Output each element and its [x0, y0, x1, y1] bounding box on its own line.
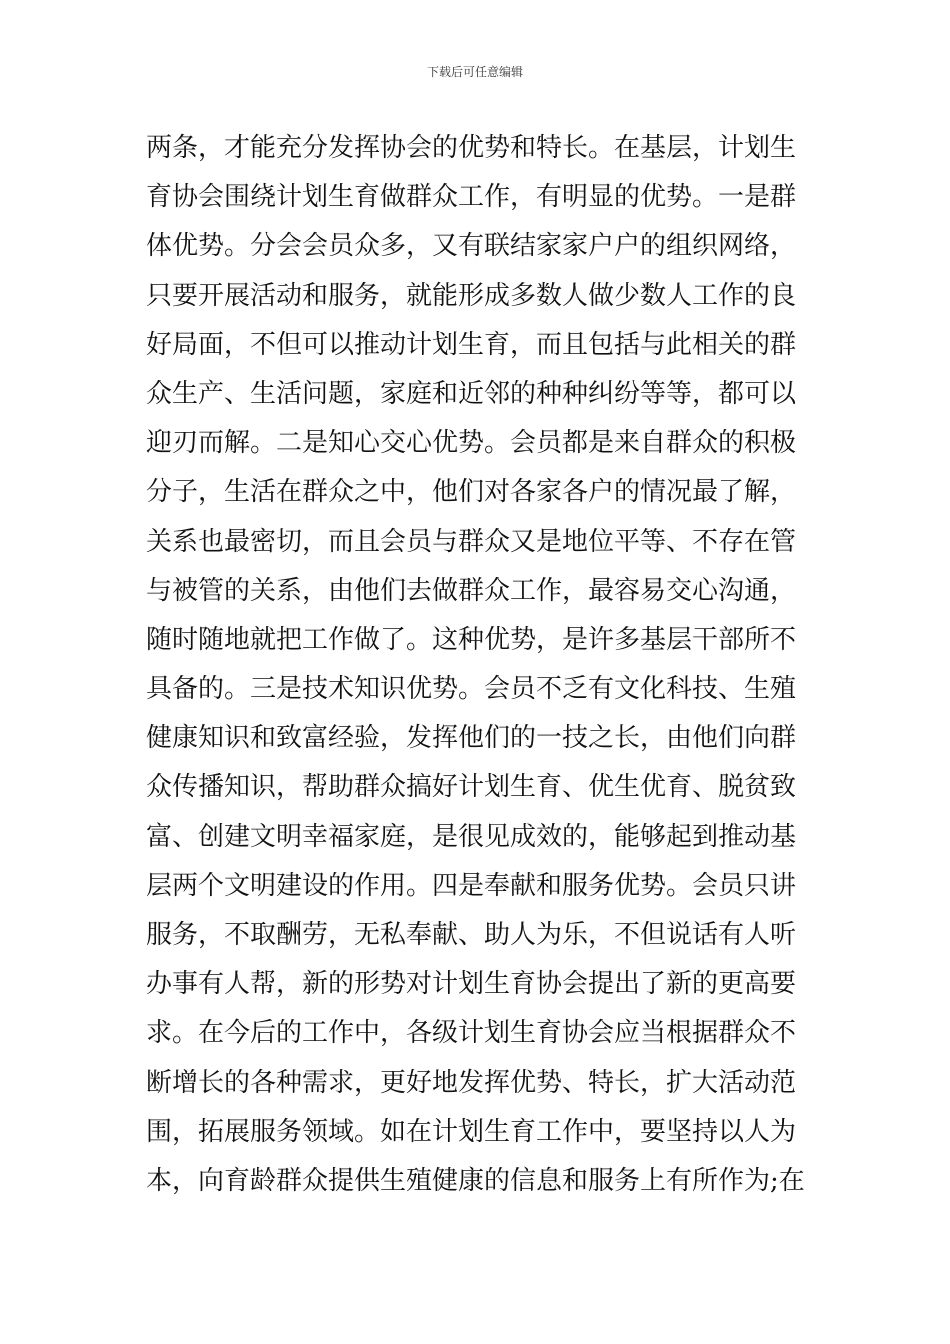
text-line: 众生产、生活问题，家庭和近邻的种种纠纷等等，都可以: [146, 378, 797, 409]
text-line: 断增长的各种需求，更好地发挥优势、特长，扩大活动范: [146, 1067, 797, 1098]
text-line: 富、创建文明幸福家庭，是很见成效的，能够起到推动基: [146, 821, 797, 852]
text-line: 健康知识和致富经验，发挥他们的一技之长，由他们向群: [146, 723, 797, 754]
text-line: 服务，不取酬劳，无私奉献、助人为乐，不但说话有人听: [146, 920, 797, 950]
document-body: [146, 124, 816, 1206]
text-line: 办事有人帮，新的形势对计划生育协会提出了新的更高要: [146, 969, 797, 1000]
text-line: 众传播知识，帮助群众搞好计划生育、优生优育、脱贫致: [146, 772, 797, 803]
text-line: 具备的。三是技术知识优势。会员不乏有文化科技、生殖: [146, 674, 797, 705]
text-line: 好局面，不但可以推动计划生育，而且包括与此相关的群: [146, 329, 797, 360]
text-line: 本，向育龄群众提供生殖健康的信息和服务上有所作为;在: [146, 1165, 805, 1196]
text-line: 层两个文明建设的作用。四是奉献和服务优势。会员只讲: [146, 870, 797, 901]
text-line: 育协会围绕计划生育做群众工作，有明显的优势。一是群: [146, 182, 797, 213]
text-line: 与被管的关系，由他们去做群众工作，最容易交心沟通，: [146, 575, 797, 606]
page-header-note: 下载后可任意编辑: [426, 65, 523, 79]
text-line: 只要开展活动和服务，就能形成多数人做少数人工作的良: [146, 280, 797, 311]
text-line: 体优势。分会会员众多，又有联结家家户户的组织网络，: [146, 231, 797, 262]
text-line: 随时随地就把工作做了。这种优势，是许多基层干部所不: [146, 624, 797, 655]
text-line: 迎刃而解。二是知心交心优势。会员都是来自群众的积极: [146, 428, 797, 459]
text-line: 求。在今后的工作中，各级计划生育协会应当根据群众不: [146, 1018, 797, 1049]
text-line: 分子，生活在群众之中，他们对各家各户的情况最了解，: [146, 477, 797, 508]
text-line: 关系也最密切，而且会员与群众又是地位平等、不存在管: [146, 526, 797, 557]
text-line: 围，拓展服务领域。如在计划生育工作中，要坚持以人为: [146, 1116, 797, 1147]
text-line: 两条，才能充分发挥协会的优势和特长。在基层，计划生: [146, 133, 797, 163]
